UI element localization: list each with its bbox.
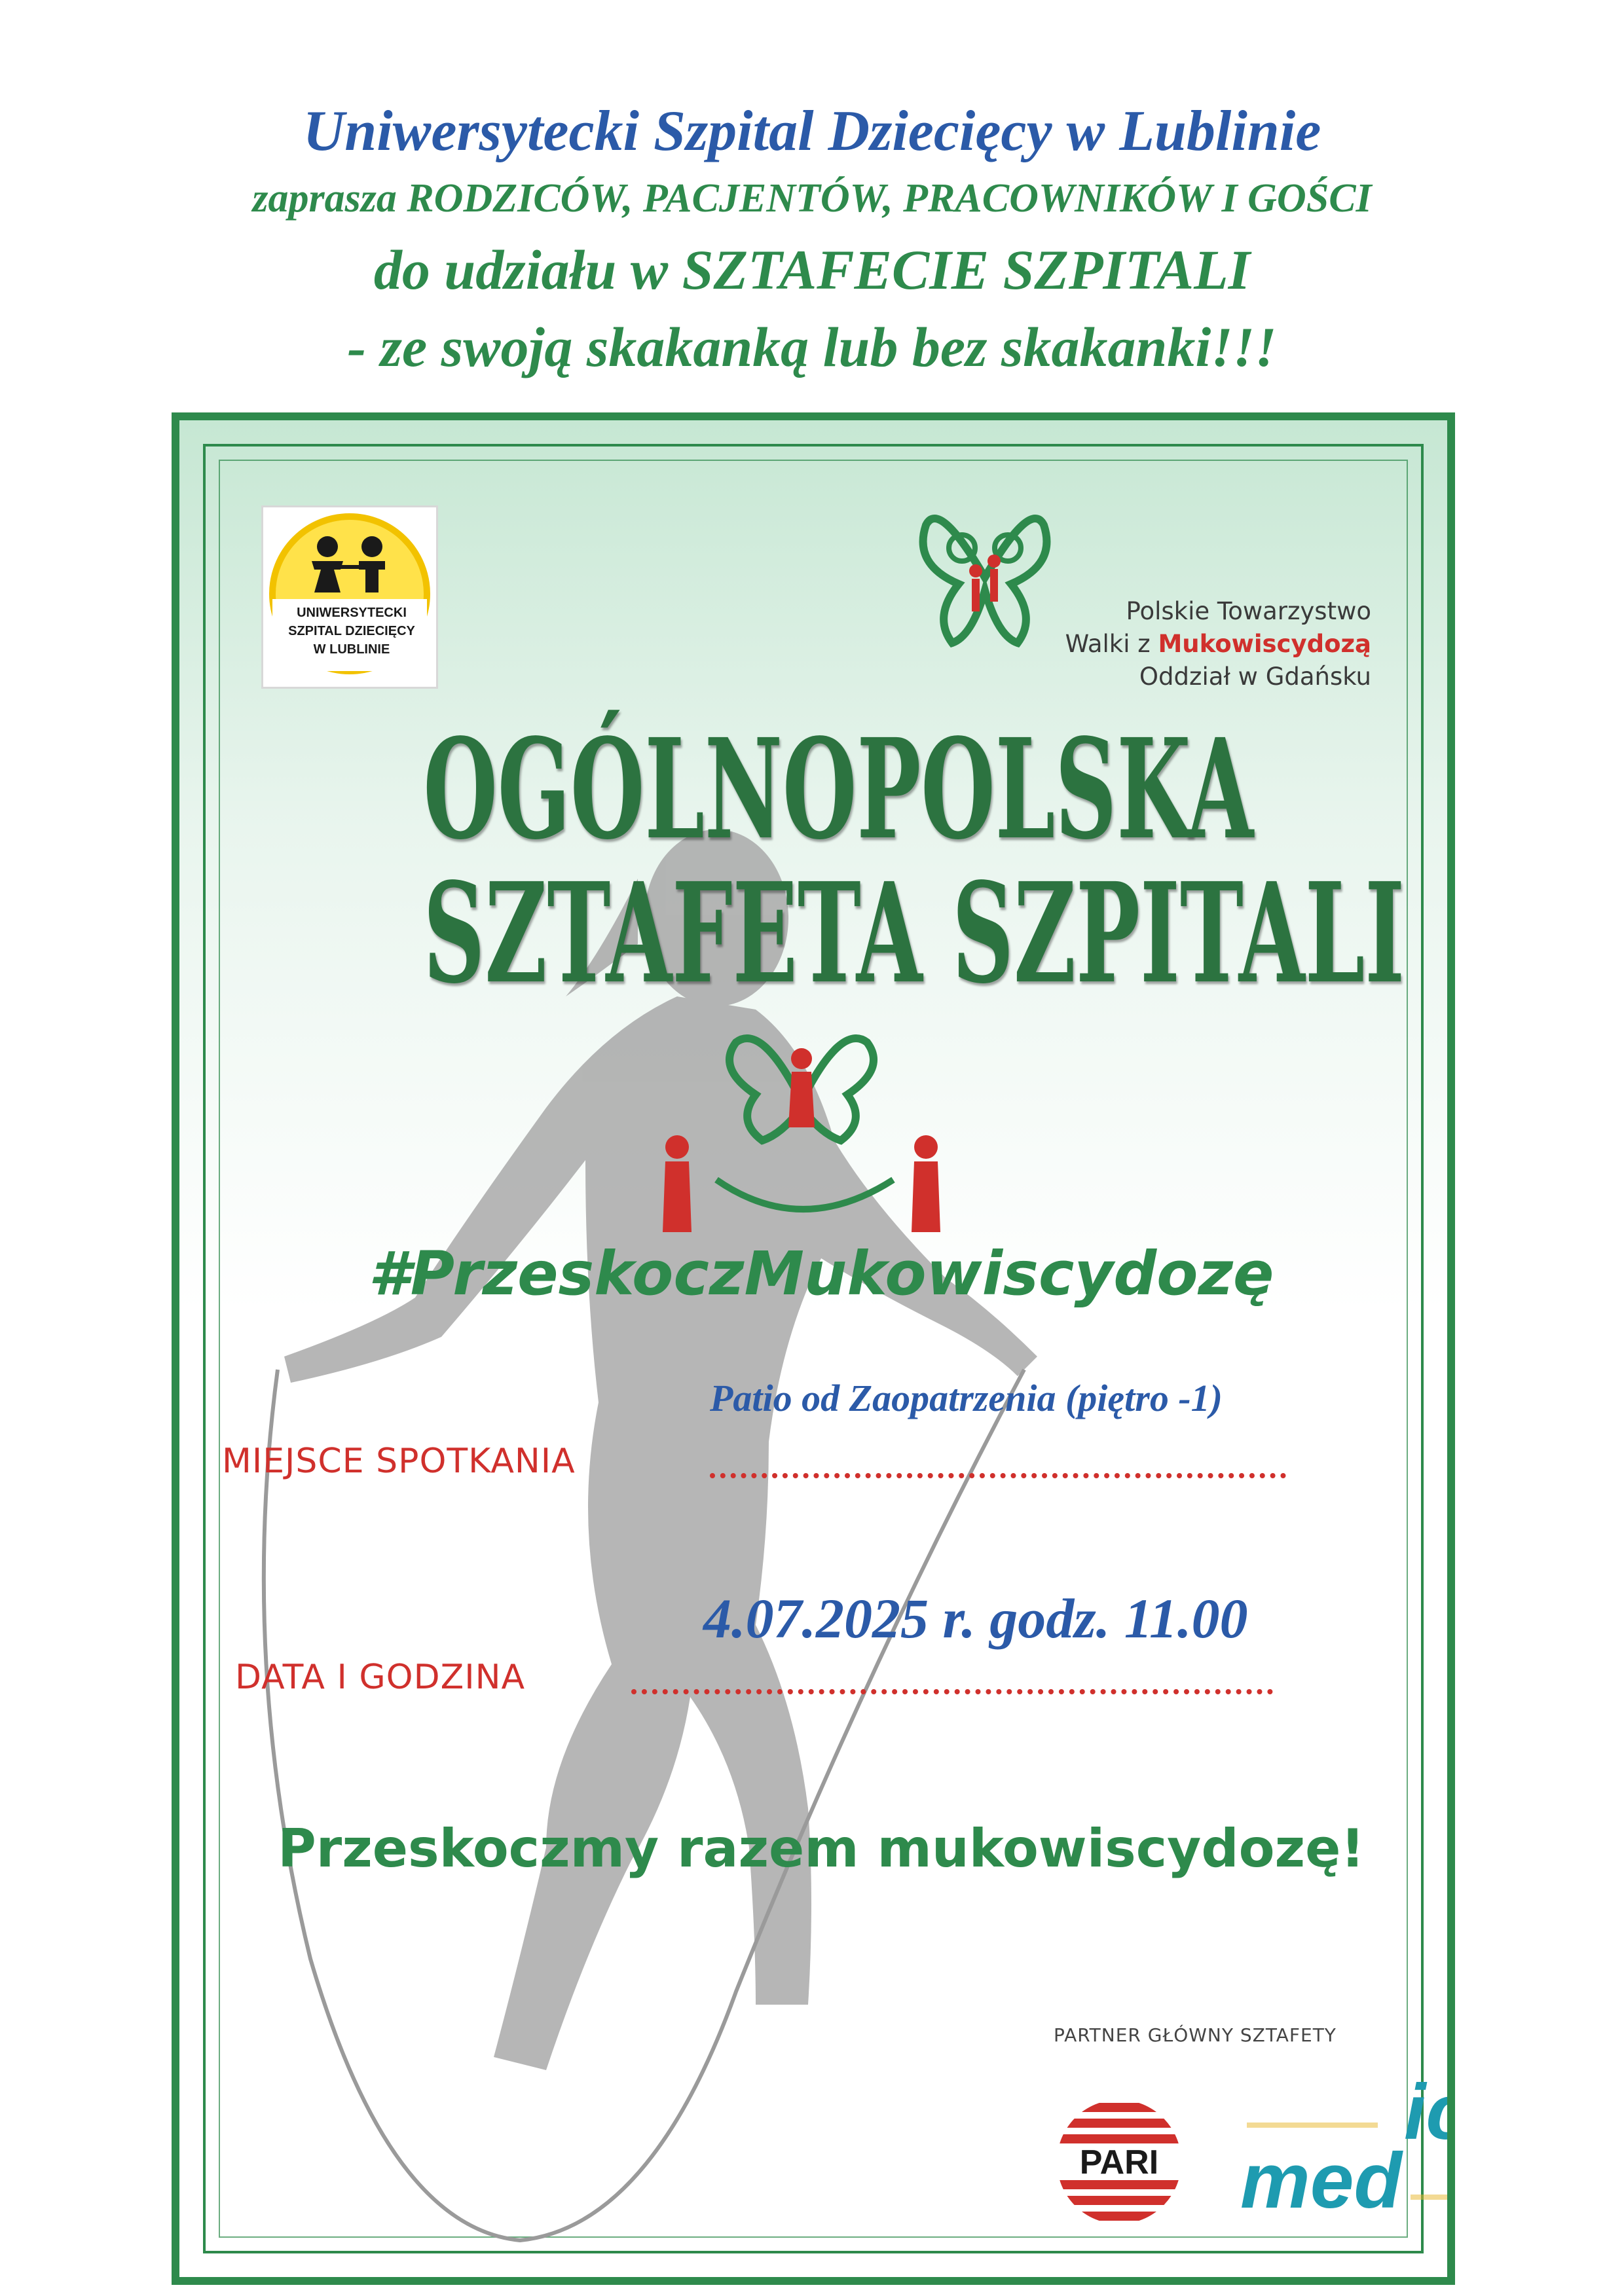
header-participation: do udziału w SZTAFECIE SZPITALI bbox=[373, 238, 1251, 301]
medicom-logo-bottom: med bbox=[1240, 2137, 1402, 2221]
usd-logo-line3: W LUBLINIE bbox=[313, 642, 390, 657]
usd-logo-line1: UNIWERSYTECKI bbox=[297, 606, 407, 620]
partner-label: PARTNER GŁÓWNY SZTAFETY bbox=[1054, 2024, 1337, 2046]
butterfly-icon bbox=[913, 486, 1057, 669]
place-value: Patio od Zaopatrzenia (piętro -1) bbox=[710, 1377, 1223, 1419]
ptwm-logo bbox=[900, 486, 1397, 695]
place-dotted-line bbox=[710, 1473, 1286, 1478]
poster-title-line1: OGÓLNOPOLSKA bbox=[423, 708, 1254, 870]
usd-sun-icon bbox=[263, 507, 436, 687]
poster-slogan: Przeskoczmy razem mukowiscydozę! bbox=[278, 1818, 1365, 1879]
usd-hospital-logo bbox=[261, 505, 438, 689]
header-jumprope-note: - ze swoją skakanką lub bez skakanki!!! bbox=[347, 316, 1277, 378]
date-value: 4.07.2025 r. godz. 11.00 bbox=[703, 1587, 1248, 1650]
date-label: DATA I GODZINA bbox=[235, 1658, 526, 1697]
usd-logo-line2: SZPITAL DZIECIĘCY bbox=[288, 624, 415, 638]
pari-logo-text: PARI bbox=[1079, 2143, 1159, 2181]
ptwm-line1: Polskie Towarzystwo bbox=[1126, 597, 1371, 625]
ptwm-line3: Oddział w Gdańsku bbox=[1139, 663, 1371, 691]
event-poster bbox=[172, 412, 1588, 2285]
campaign-hashtag: #PrzeskoczMukowiscydozę bbox=[368, 1239, 1274, 1309]
medicom-logo bbox=[1240, 2077, 1588, 2221]
poster-title-line2: SZTAFETA SZPITALI bbox=[423, 852, 1405, 1014]
date-dotted-line bbox=[631, 1689, 1273, 1694]
place-label: MIEJSCE SPOTKANIA bbox=[222, 1442, 576, 1481]
ptwm-line2-prefix: Walki z bbox=[1065, 630, 1158, 658]
ptwm-line2 bbox=[1065, 630, 1371, 658]
header-invite: zaprasza RODZICÓW, PACJENTÓW, PRACOWNIKÓW I GOŚCI bbox=[252, 176, 1372, 221]
pari-logo bbox=[1050, 2096, 1188, 2227]
medicom-logo-top: icom bbox=[1404, 2077, 1588, 2156]
ptwm-line2-highlight: Mukowiscydozą bbox=[1158, 630, 1371, 658]
header-title: Uniwersytecki Szpital Dziecięcy w Lublinie bbox=[303, 100, 1321, 163]
